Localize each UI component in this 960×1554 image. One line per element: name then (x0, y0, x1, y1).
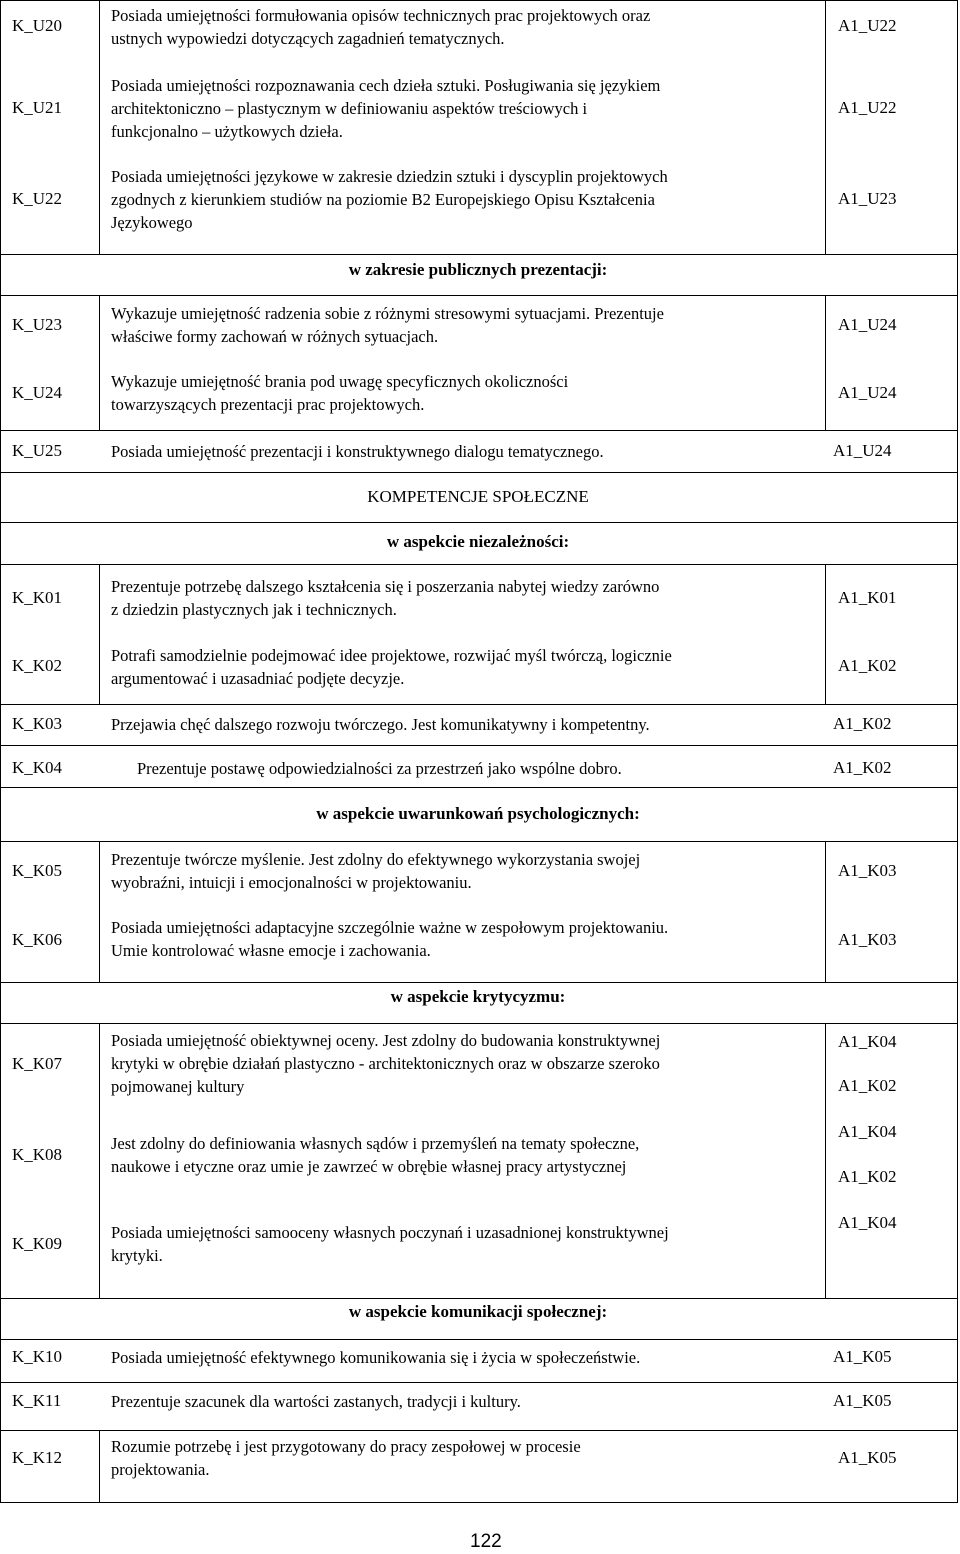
row-code: K_U20 (12, 16, 63, 35)
row-text-line: Posiada umiejętności rozpoznawania cech dzieła sztuki. Posługiwania się językiem (111, 76, 661, 95)
section-subheading: w aspekcie uwarunkowań psychologicznych: (316, 804, 640, 823)
row-code: K_U22 (12, 189, 63, 208)
row-code: K_K12 (12, 1448, 63, 1467)
row-text-line: właściwe formy zachowań w różnych sytuacjach. (111, 327, 439, 346)
row-text-line: Posiada umiejętność prezentacji i konstruktywnego dialogu tematycznego. (111, 442, 604, 461)
row-text-line: ustnych wypowiedzi dotyczących zagadnień tematycznych. (111, 29, 505, 48)
row-text-line: Językowego (111, 213, 193, 232)
row-code: K_U23 (12, 315, 63, 334)
row-text-line: krytyki w obrębie działań plastyczno - architektonicznych oraz w obszarze szeroko (111, 1054, 660, 1073)
row-text-line: towarzyszących prezentacji prac projektowych. (111, 395, 425, 414)
row-text-line: funkcjonalno – użytkowych dzieła. (111, 122, 343, 141)
row-text-line: Posiada umiejętności adaptacyjne szczególnie ważne w zespołowym projektowaniu. (111, 918, 669, 937)
row-code: K_U24 (12, 383, 63, 402)
row-text-line: projektowania. (111, 1460, 210, 1479)
row-text-line: Rozumie potrzebę i jest przygotowany do pracy zespołowej w procesie (111, 1437, 581, 1456)
row-text-line: pojmowanej kultury (111, 1077, 245, 1096)
row-text-line: Posiada umiejętności samooceny własnych poczynań i uzasadnionej konstruktywnej (111, 1223, 669, 1242)
row-ref: A1_K05 (833, 1347, 892, 1366)
row-code: K_K10 (12, 1347, 63, 1366)
row-text-line: Jest zdolny do definiowania własnych sądów i przemyśleń na tematy społeczne, (111, 1134, 640, 1153)
row-ref: A1_K02 (838, 1076, 897, 1095)
section-subheading: w aspekcie komunikacji społecznej: (348, 1302, 608, 1321)
row-text-line: z dziedzin plastycznych jak i technicznych. (111, 600, 397, 619)
section-subheading: w aspekcie niezależności: (386, 532, 570, 551)
row-text-line: Posiada umiejętności językowe w zakresie dziedzin sztuki i dyscyplin projektowych (111, 167, 668, 186)
row-ref: A1_K02 (838, 656, 897, 675)
row-text-line: wyobraźni, intuicji i emocjonalności w projektowaniu. (111, 873, 472, 892)
row-ref: A1_K02 (833, 714, 892, 733)
row-text-line: Prezentuje szacunek dla wartości zastanych, tradycji i kultury. (111, 1392, 521, 1411)
row-text-line: Prezentuje postawę odpowiedzialności za przestrzeń jako wspólne dobro. (137, 759, 622, 778)
page-number: 122 (470, 1531, 502, 1552)
row-code: K_U25 (12, 441, 63, 460)
row-text-line: Posiada umiejętności formułowania opisów technicznych prac projektowych oraz (111, 6, 651, 25)
row-ref: A1_K02 (838, 1167, 897, 1186)
row-ref: A1_K04 (838, 1032, 897, 1051)
row-code: K_K04 (12, 758, 63, 777)
row-code: K_K11 (12, 1391, 62, 1410)
row-ref: A1_K04 (838, 1213, 897, 1232)
row-ref: A1_U24 (838, 315, 897, 334)
row-text-line: naukowe i etyczne oraz umie je zawrzeć w obrębie własnej pracy artystycznej (111, 1157, 627, 1176)
row-ref: A1_U22 (838, 16, 897, 35)
row-code: K_K06 (12, 930, 63, 949)
row-ref: A1_U24 (838, 383, 897, 402)
section-subheading: w aspekcie krytycyzmu: (390, 987, 566, 1006)
row-text-line: zgodnych z kierunkiem studiów na poziomie B2 Europejskiego Opisu Kształcenia (111, 190, 655, 209)
row-text-line: Prezentuje twórcze myślenie. Jest zdolny do efektywnego wykorzystania swojej (111, 850, 641, 869)
row-code: K_K07 (12, 1054, 63, 1073)
row-ref: A1_K05 (833, 1391, 892, 1410)
row-text-line: Umie kontrolować własne emocje i zachowania. (111, 941, 431, 960)
row-ref: A1_K05 (838, 1448, 897, 1467)
row-ref: A1_U23 (838, 189, 897, 208)
row-text-line: Potrafi samodzielnie podejmować idee projektowe, rozwijać myśl twórczą, logicznie (111, 646, 672, 665)
row-code: K_K03 (12, 714, 63, 733)
row-code: K_K05 (12, 861, 63, 880)
row-text-line: argumentować i uzasadniać podjęte decyzje. (111, 669, 405, 688)
row-code: K_K08 (12, 1145, 63, 1164)
section-subheading: w zakresie publicznych prezentacji: (348, 260, 608, 279)
row-text-line: Przejawia chęć dalszego rozwoju twórczego. Jest komunikatywny i kompetentny. (111, 715, 650, 734)
row-text-line: Posiada umiejętność efektywnego komunikowania się i życia w społeczeństwie. (111, 1348, 641, 1367)
row-text-line: Posiada umiejętność obiektywnej oceny. Jest zdolny do budowania konstruktywnej (111, 1031, 661, 1050)
row-text-line: Wykazuje umiejętność brania pod uwagę specyficznych okoliczności (111, 372, 569, 391)
row-text-line: Wykazuje umiejętność radzenia sobie z różnymi stresowymi sytuacjami. Prezentuje (111, 304, 664, 323)
row-ref: A1_U22 (838, 98, 897, 117)
row-code: K_K09 (12, 1234, 63, 1253)
row-text-line: architektoniczno – plastycznym w definiowaniu aspektów treściowych i (111, 99, 588, 118)
row-ref: A1_K01 (838, 588, 897, 607)
row-ref: A1_U24 (833, 441, 892, 460)
row-ref: A1_K03 (838, 930, 897, 949)
row-ref: A1_K03 (838, 861, 897, 880)
row-ref: A1_K04 (838, 1122, 897, 1141)
row-text-line: krytyki. (111, 1246, 163, 1265)
row-code: K_U21 (12, 98, 63, 117)
section-heading: KOMPETENCJE SPOŁECZNE (367, 487, 589, 506)
row-text-line: Prezentuje potrzebę dalszego kształcenia się i poszerzania nabytej wiedzy zarówno (111, 577, 660, 596)
row-code: K_K01 (12, 588, 63, 607)
row-code: K_K02 (12, 656, 63, 675)
row-ref: A1_K02 (833, 758, 892, 777)
